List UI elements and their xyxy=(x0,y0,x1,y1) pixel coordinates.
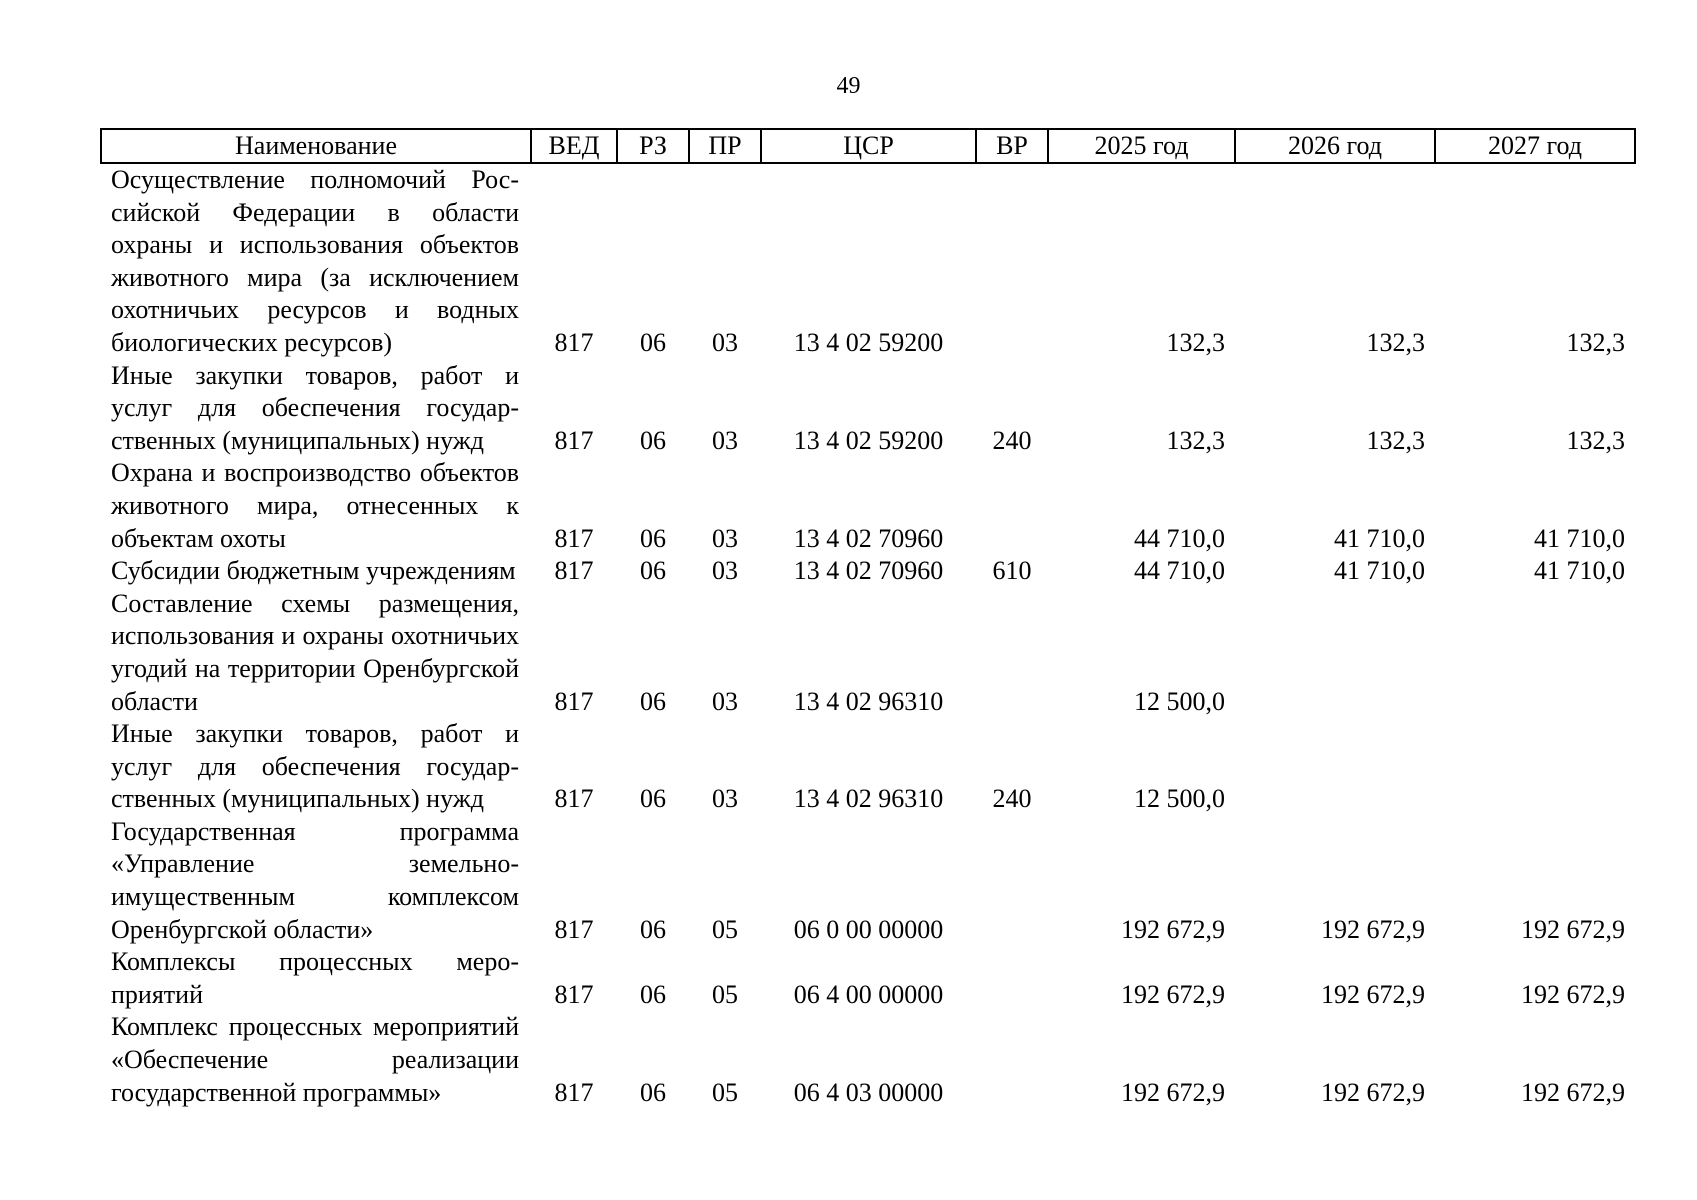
cell-2025: 192 672,9 xyxy=(1121,914,1225,944)
cell-2027: 192 672,9 xyxy=(1521,979,1625,1009)
cell-name: Субсидии бюджетным учреждениям xyxy=(111,556,516,586)
table-row xyxy=(101,946,1635,1011)
cell-pr: 03 xyxy=(712,686,738,716)
cell-2025: 132,3 xyxy=(1166,327,1225,357)
cell-rz: 06 xyxy=(640,556,666,586)
cell-2025: 44 710,0 xyxy=(1134,556,1225,586)
cell-ved: 817 xyxy=(554,686,594,716)
cell-vr xyxy=(976,1011,1048,1109)
cell-rz: 06 xyxy=(640,425,666,455)
cell-csr: 13 4 02 59200 xyxy=(793,327,944,357)
cell-rz: 06 xyxy=(640,327,666,357)
cell-vr xyxy=(976,588,1048,718)
cell-csr: 06 4 03 00000 xyxy=(793,1077,944,1107)
cell-ved: 817 xyxy=(554,914,594,944)
cell-name: Государственная программа «Управление земельно-имущественным комплексом Оренбургской области» xyxy=(111,816,519,944)
cell-2026: 132,3 xyxy=(1366,327,1425,357)
cell-2025: 132,3 xyxy=(1166,425,1225,455)
cell-rz: 06 xyxy=(640,523,666,553)
cell-2025: 192 672,9 xyxy=(1121,979,1225,1009)
cell-name: Осуществление полномочий Российской Федерации в области охраны и использования объектов животного мира (за исключением охотничьих ресурсов и водных биологических ресурсов) xyxy=(111,165,519,357)
cell-pr: 05 xyxy=(712,979,738,1009)
cell-pr: 03 xyxy=(712,784,738,814)
cell-name: Иные закупки товаров, работ и услуг для обеспечения государственных (муниципальных) нужд xyxy=(111,360,519,455)
column-header-vr: ВР xyxy=(976,129,1048,163)
page-number: 49 xyxy=(836,73,861,99)
cell-vr xyxy=(976,163,1048,360)
table-row xyxy=(101,816,1635,946)
cell-ved: 817 xyxy=(554,425,594,455)
cell-rz: 06 xyxy=(640,979,666,1009)
cell-name: Комплекс процессных мероприятий «Обеспечение реализации государственной программы» xyxy=(111,1012,519,1107)
cell-2027 xyxy=(1435,718,1635,816)
cell-csr: 13 4 02 96310 xyxy=(793,784,944,814)
column-header-pr: ПР xyxy=(689,129,761,163)
cell-vr xyxy=(976,816,1048,946)
cell-vr xyxy=(976,946,1048,1011)
cell-2027: 132,3 xyxy=(1566,327,1625,357)
cell-csr: 06 4 00 00000 xyxy=(793,979,944,1009)
column-header-ved: ВЕД xyxy=(531,129,617,163)
table-row xyxy=(101,588,1635,718)
cell-2026: 192 672,9 xyxy=(1321,914,1425,944)
table-header-row xyxy=(101,129,1635,163)
budget-table xyxy=(100,128,1636,1109)
cell-2027: 41 710,0 xyxy=(1534,523,1625,553)
cell-2025: 192 672,9 xyxy=(1121,1077,1225,1107)
column-header-2025: 2025 год xyxy=(1048,129,1235,163)
cell-pr: 03 xyxy=(712,556,738,586)
cell-vr: 240 xyxy=(992,784,1032,814)
cell-csr: 13 4 02 59200 xyxy=(793,425,944,455)
cell-ved: 817 xyxy=(554,523,594,553)
column-header-2026: 2026 год xyxy=(1235,129,1435,163)
cell-ved: 817 xyxy=(554,556,594,586)
cell-2027: 41 710,0 xyxy=(1534,556,1625,586)
table-row xyxy=(101,555,1635,588)
cell-csr: 13 4 02 70960 xyxy=(793,556,944,586)
cell-csr: 13 4 02 70960 xyxy=(793,523,944,553)
cell-rz: 06 xyxy=(640,784,666,814)
cell-2026: 41 710,0 xyxy=(1334,556,1425,586)
cell-rz: 06 xyxy=(640,914,666,944)
table-row xyxy=(101,163,1635,360)
cell-2025: 12 500,0 xyxy=(1134,686,1225,716)
cell-pr: 03 xyxy=(712,523,738,553)
cell-name: Комплексы процессных мероприятий xyxy=(111,947,519,1009)
cell-2025: 12 500,0 xyxy=(1134,784,1225,814)
cell-rz: 06 xyxy=(640,686,666,716)
cell-name: Составление схемы размещения, использования и охраны охотничьих угодий на территории Оренбургской области xyxy=(111,588,519,716)
cell-2026: 192 672,9 xyxy=(1321,1077,1425,1107)
column-header-csr: ЦСР xyxy=(761,129,976,163)
cell-ved: 817 xyxy=(554,1077,594,1107)
cell-2027: 192 672,9 xyxy=(1521,914,1625,944)
cell-ved: 817 xyxy=(554,327,594,357)
cell-vr xyxy=(976,457,1048,555)
table-row xyxy=(101,1011,1635,1109)
cell-ved: 817 xyxy=(554,979,594,1009)
cell-2026: 41 710,0 xyxy=(1334,523,1425,553)
cell-csr: 13 4 02 96310 xyxy=(793,686,944,716)
cell-2026 xyxy=(1235,588,1435,718)
table-row xyxy=(101,360,1635,458)
column-header-2027: 2027 год xyxy=(1435,129,1635,163)
cell-vr: 240 xyxy=(992,425,1032,455)
cell-2027: 192 672,9 xyxy=(1521,1077,1625,1107)
cell-ved: 817 xyxy=(554,784,594,814)
cell-pr: 05 xyxy=(712,914,738,944)
cell-pr: 05 xyxy=(712,1077,738,1107)
cell-2027 xyxy=(1435,588,1635,718)
cell-2026: 192 672,9 xyxy=(1321,979,1425,1009)
table-row xyxy=(101,718,1635,816)
cell-2027: 132,3 xyxy=(1566,425,1625,455)
cell-name: Иные закупки товаров, работ и услуг для обеспечения государственных (муниципальных) нужд xyxy=(111,719,519,814)
cell-2026 xyxy=(1235,718,1435,816)
cell-pr: 03 xyxy=(712,425,738,455)
cell-name: Охрана и воспроизводство объектов животного мира, отнесенных к объектам охоты xyxy=(111,458,519,553)
cell-2026: 132,3 xyxy=(1366,425,1425,455)
cell-pr: 03 xyxy=(712,327,738,357)
cell-csr: 06 0 00 00000 xyxy=(793,914,944,944)
cell-2025: 44 710,0 xyxy=(1134,523,1225,553)
cell-vr: 610 xyxy=(992,556,1032,586)
cell-rz: 06 xyxy=(640,1077,666,1107)
column-header-rz: РЗ xyxy=(617,129,689,163)
table-row xyxy=(101,457,1635,555)
column-header-name: Наименование xyxy=(101,129,531,163)
